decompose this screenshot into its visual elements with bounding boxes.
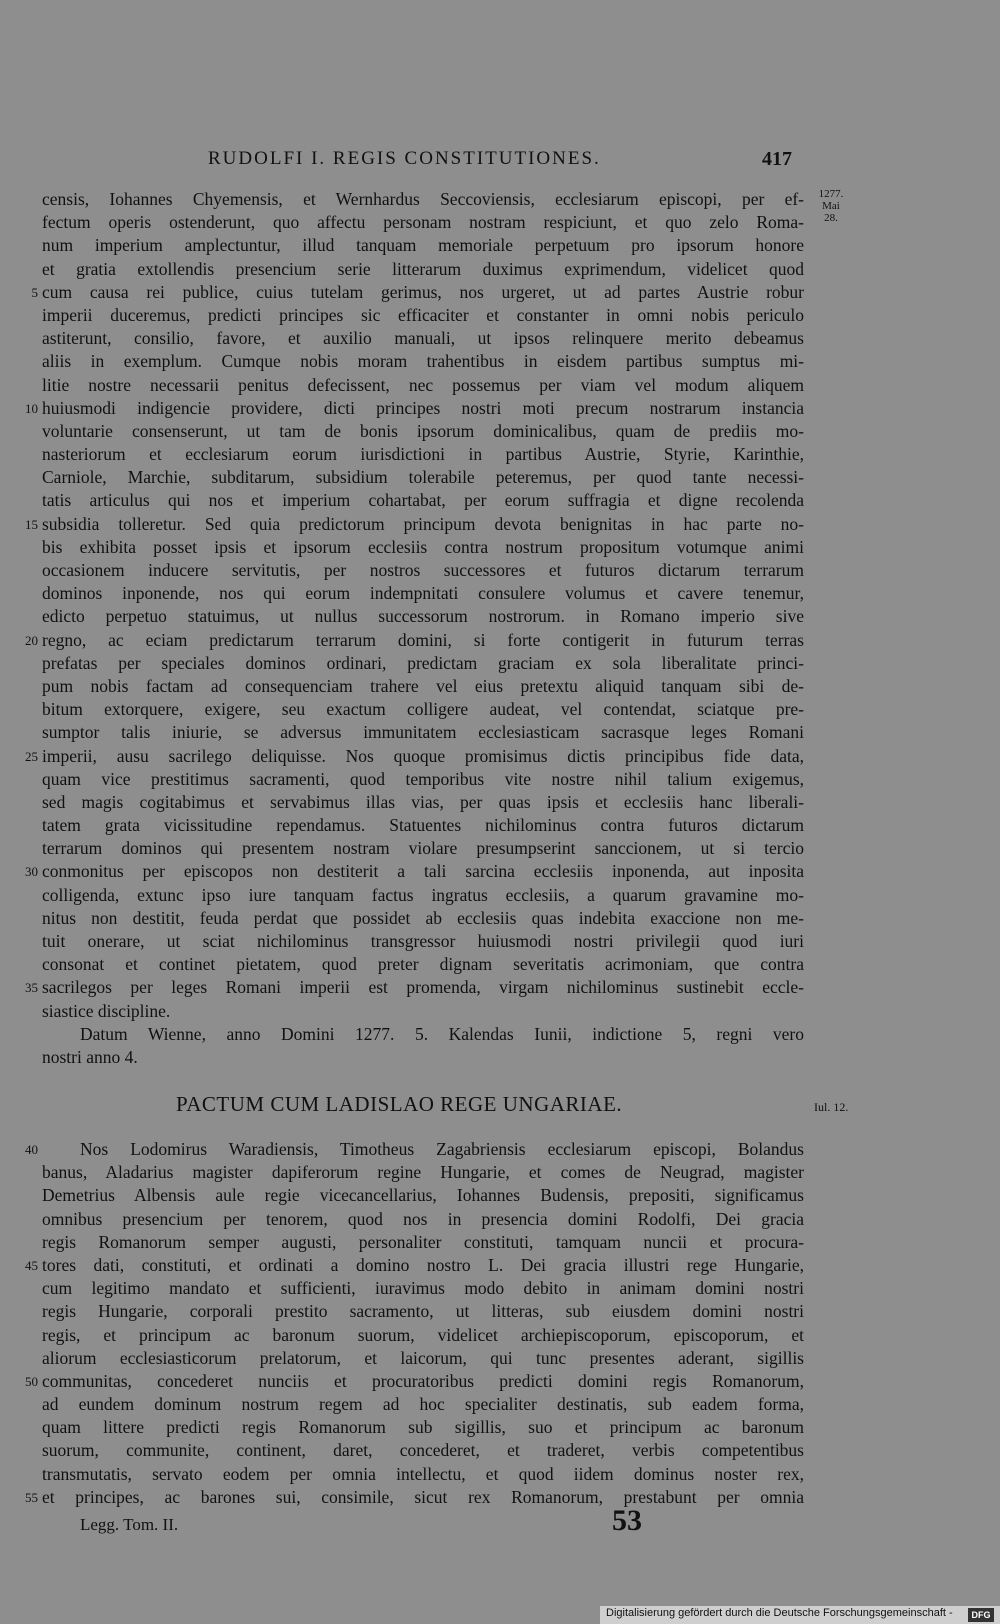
text-line — [42, 1161, 804, 1184]
section-margin-date: Iul. 12. — [814, 1100, 849, 1114]
text-line — [42, 304, 804, 327]
line-text: tatem grata vicissitudine rependamus. Statuentes nichilominus contra futuros dictarum — [42, 815, 804, 836]
text-line — [42, 327, 804, 350]
line-text: nostri anno 4. — [42, 1046, 138, 1067]
line-text: pum nobis factam ad consequenciam trahere vel eius pretextu aliquid tanquam sibi de- — [42, 675, 804, 696]
line-text: cum legitimo mandato et sufficienti, iuravimus modo debito in animam domini nostri — [42, 1278, 804, 1299]
line-number: 20 — [25, 632, 38, 648]
line-text: bis exhibita posset ipsis et ipsorum ecclesiis contra nostrum propositum votumque animi — [42, 536, 804, 557]
line-number: 35 — [25, 980, 38, 996]
line-text: et principes, ac barones sui, consimile, sicut rex Romanorum, prestabunt per omnia — [42, 1486, 804, 1507]
text-line — [42, 814, 804, 837]
text-line — [42, 559, 804, 582]
line-text: siastice discipline. — [42, 1000, 171, 1021]
text-line — [42, 1324, 804, 1347]
line-text: astiterunt, consilio, favore, et auxilio manuali, ut ipsos relinquere merito debeamus — [42, 328, 804, 349]
line-text: cum causa rei publice, cuius tutelam gerimus, nos urgeret, ut ad partes Austrie robur — [42, 281, 804, 302]
text-line — [42, 420, 804, 443]
text-line — [42, 907, 804, 930]
line-number: 55 — [25, 1489, 38, 1505]
running-title: RUDOLFI I. REGIS CONSTITUTIONES. — [208, 148, 601, 169]
line-text: Demetrius Albensis aule regie vicecancellarius, Iohannes Budensis, prepositi, significamus — [42, 1185, 804, 1206]
line-text: nitus non destitit, feuda perdat que possidet ab ecclesiis quas indebita exaccione non me- — [42, 907, 804, 928]
line-text: huiusmodi indigencie providere, dicti principes nostri moti precum nostrarum instancia — [42, 397, 804, 418]
line-text: ad eundem dominum nostrum regem ad hoc specialiter destinatis, sub eadem forma, — [42, 1394, 804, 1415]
text-line — [42, 188, 804, 211]
volume-label: Legg. Tom. II. — [80, 1515, 179, 1534]
line-text: tores dati, constituti, et ordinati a domino nostro L. Dei gracia illustri rege Hungarie, — [42, 1254, 804, 1275]
text-line — [42, 698, 804, 721]
line-text: sumptor talis iniurie, se adversus immunitatem ecclesiasticam sacrasque leges Romani — [42, 722, 804, 743]
line-text: colligenda, extunc ipso iure tanquam factus ingratus ecclesiis, a quarum gravamine mo- — [42, 884, 804, 905]
text-line — [25, 1138, 804, 1161]
line-number: 50 — [25, 1373, 38, 1389]
line-text: prefatas per speciales dominos ordinari, predictam graciam ex sola liberalitate princi- — [42, 652, 804, 673]
line-text: transmutatis, servato eodem per omnia intellectu, et quod iidem dominus noster rex, — [42, 1463, 804, 1484]
line-number: 5 — [31, 284, 38, 300]
line-text: suorum, communite, continent, daret, concederet, et traderet, verbis competentibus — [42, 1440, 804, 1461]
line-text: nasteriorum et ecclesiarum eorum iurisdictioni in partibus Austrie, Styrie, Karinthie, — [42, 444, 804, 465]
text-line — [25, 1370, 804, 1393]
signature-mark: 53 — [612, 1504, 642, 1537]
line-number: 40 — [25, 1142, 38, 1157]
dfg-logo-icon: DFG — [968, 1608, 994, 1622]
text-line — [42, 675, 804, 698]
text-line — [42, 536, 804, 559]
line-text: imperii duceremus, predicti principes sic efficaciter et constanter in omni nobis periculo — [42, 304, 804, 325]
text-line — [42, 721, 804, 744]
line-text: et gratia extollendis presencium serie litterarum duximus exprimendum, videlicet quod — [42, 258, 804, 279]
line-text: voluntarie consenserunt, ut tam de bonis ipsorum dominicalibus, quam de prediis mo- — [42, 420, 804, 441]
text-line — [42, 837, 804, 860]
line-text: tatis articulus qui nos et imperium cohartabat, per eorum suffragia et digne recolenda — [42, 490, 804, 511]
text-line — [42, 582, 804, 605]
text-line — [25, 976, 804, 999]
line-text: edicto perpetuo statuimus, ut nullus successorum nostrorum. in Romano imperio sive — [42, 606, 804, 627]
line-number: 10 — [25, 400, 38, 416]
line-text: terrarum dominos qui presentem nostram violare presumpserint sanccionem, ut si tercio — [42, 838, 804, 859]
text-line — [42, 1439, 804, 1462]
line-text: imperii, ausu sacrilego deliquisse. Nos quoque promisimus dictis principibus fide data, — [42, 745, 804, 766]
text-line — [42, 1208, 804, 1231]
text-line — [42, 652, 804, 675]
line-text: aliis in exemplum. Cumque nobis moram trahentibus in eisdem partibus sumptus mi- — [42, 351, 804, 372]
text-line — [42, 1300, 804, 1323]
line-text: regno, ac eciam predictarum terrarum domini, si forte contigerit in futurum terras — [42, 629, 804, 650]
text-line — [42, 930, 804, 953]
text-line — [42, 1393, 804, 1416]
line-text: Datum Wienne, anno Domini 1277. 5. Kalendas Iunii, indictione 5, regni vero — [80, 1023, 804, 1044]
line-text: bitum extorquere, exigere, seu exactum colligere audeat, vel contendat, sciatque pre- — [42, 699, 804, 720]
line-text: censis, Iohannes Chyemensis, et Wernhardus Seccoviensis, ecclesiarum episcopi, per ef- — [42, 189, 804, 209]
text-line — [25, 629, 804, 652]
text-line — [42, 1231, 804, 1254]
text-line — [42, 1046, 804, 1069]
text-line — [25, 745, 804, 768]
line-number: 45 — [25, 1257, 38, 1273]
text-line — [42, 443, 804, 466]
line-text: sed magis cogitabimus et servabimus illas vias, per quas ipsis et ecclesiis hanc liberali- — [42, 791, 804, 812]
line-text: communitas, concederet nunciis et procuratoribus predicti domini regis Romanorum, — [42, 1370, 804, 1391]
text-line — [42, 489, 804, 512]
text-line — [42, 1347, 804, 1370]
line-text: conmonitus per episcopos non destiterit a tali sarcina ecclesiis inponenda, aut inposita — [42, 861, 804, 882]
line-text: quam littere predicti regis Romanorum sub sigillis, suo et principum ac baronum — [42, 1417, 804, 1438]
margin-date-year: 1277. — [818, 188, 844, 200]
line-number: 25 — [25, 748, 38, 764]
digitization-credit: Digitalisierung gefördert durch die Deutsche Forschungsgemeinschaft - — [606, 1607, 953, 1619]
text-line — [25, 1486, 804, 1509]
text-line — [42, 211, 804, 234]
line-text: regis Romanorum semper augusti, personaliter constituti, tamquam nuncii et procura- — [42, 1231, 804, 1252]
line-text: quam vice prestitimus sacramenti, quod temporibus vite nostre nihil talium exigemus, — [42, 768, 804, 789]
margin-date-month: Mai — [822, 200, 840, 212]
text-line — [42, 1023, 804, 1046]
text-line — [42, 1416, 804, 1439]
line-number: 15 — [25, 516, 38, 532]
line-text: Carniole, Marchie, subditarum, subsidium tolerabile peteremus, per quod tante necessi- — [42, 467, 804, 488]
line-text: dominos inponende, nos qui eorum indempnitati consulere volumus et cavere tenemur, — [42, 583, 804, 604]
running-head — [0, 148, 1000, 172]
text-line — [42, 768, 804, 791]
text-line — [42, 1277, 804, 1300]
text-line — [42, 350, 804, 373]
text-line — [42, 605, 804, 628]
text-line — [42, 1000, 804, 1023]
margin-date-note — [814, 188, 848, 224]
line-text: litie nostre necessarii penitus defecissent, nec possemus per viam vel modum aliquem — [42, 374, 804, 395]
text-line — [25, 397, 804, 420]
line-text: occasionem inducere servitutis, per nostros successores et futuros dictarum terrarum — [42, 560, 804, 580]
text-line — [31, 281, 804, 304]
text-line — [42, 1184, 804, 1207]
text-line — [42, 374, 804, 397]
main-text-block — [25, 188, 804, 1069]
line-text: num imperium amplectuntur, illud tanquam memoriale perpetuum pro ipsorum honore — [42, 235, 804, 256]
text-line — [42, 234, 804, 257]
text-line — [42, 1463, 804, 1486]
line-text: tuit onerare, ut sciat nichilominus transgressor huiusmodi nostri privilegii quod iuri — [42, 931, 804, 951]
text-line — [42, 466, 804, 489]
second-text-block — [25, 1138, 804, 1509]
text-line — [25, 513, 804, 536]
text-line — [42, 258, 804, 281]
line-number: 30 — [25, 864, 38, 880]
line-text: aliorum ecclesiasticorum prelatorum, et laicorum, qui tunc presentes aderant, sigillis — [42, 1347, 804, 1368]
line-text: regis, et principum ac baronum suorum, videlicet archiepiscoporum, episcoporum, et — [42, 1324, 804, 1345]
line-text: regis Hungarie, corporali prestito sacramento, ut litteras, sub eiusdem domini nostri — [42, 1301, 804, 1322]
line-text: banus, Aladarius magister dapiferorum regine Hungarie, et comes de Neugrad, magister — [42, 1162, 804, 1183]
line-text: sacrilegos per leges Romani imperii est promenda, virgam nichilominus sustinebit eccle- — [42, 977, 804, 998]
text-line — [25, 1254, 804, 1277]
line-text: Nos Lodomirus Waradiensis, Timotheus Zagabriensis ecclesiarum episcopi, Bolandus — [80, 1139, 804, 1159]
text-line — [42, 791, 804, 814]
text-line — [42, 953, 804, 976]
line-text: consonat et continet pietatem, quod preter dignam severitatis acrimoniam, que contra — [42, 954, 804, 975]
line-text: fectum operis ostenderunt, quo affectu personam nostram respiciunt, et quo zelo Roma- — [42, 212, 804, 233]
page-number: 417 — [762, 148, 792, 170]
margin-date-day: 28. — [824, 212, 838, 224]
line-text: omnibus presencium per tenorem, quod nos in presencia domini Rodolfi, Dei gracia — [42, 1208, 804, 1229]
text-line — [42, 884, 804, 907]
line-text: subsidia tolleretur. Sed quia predictorum principum devota benignitas in hac parte no- — [42, 513, 804, 534]
text-line — [25, 860, 804, 883]
section-title: PACTUM CUM LADISLAO REGE UNGARIAE. — [176, 1092, 623, 1116]
